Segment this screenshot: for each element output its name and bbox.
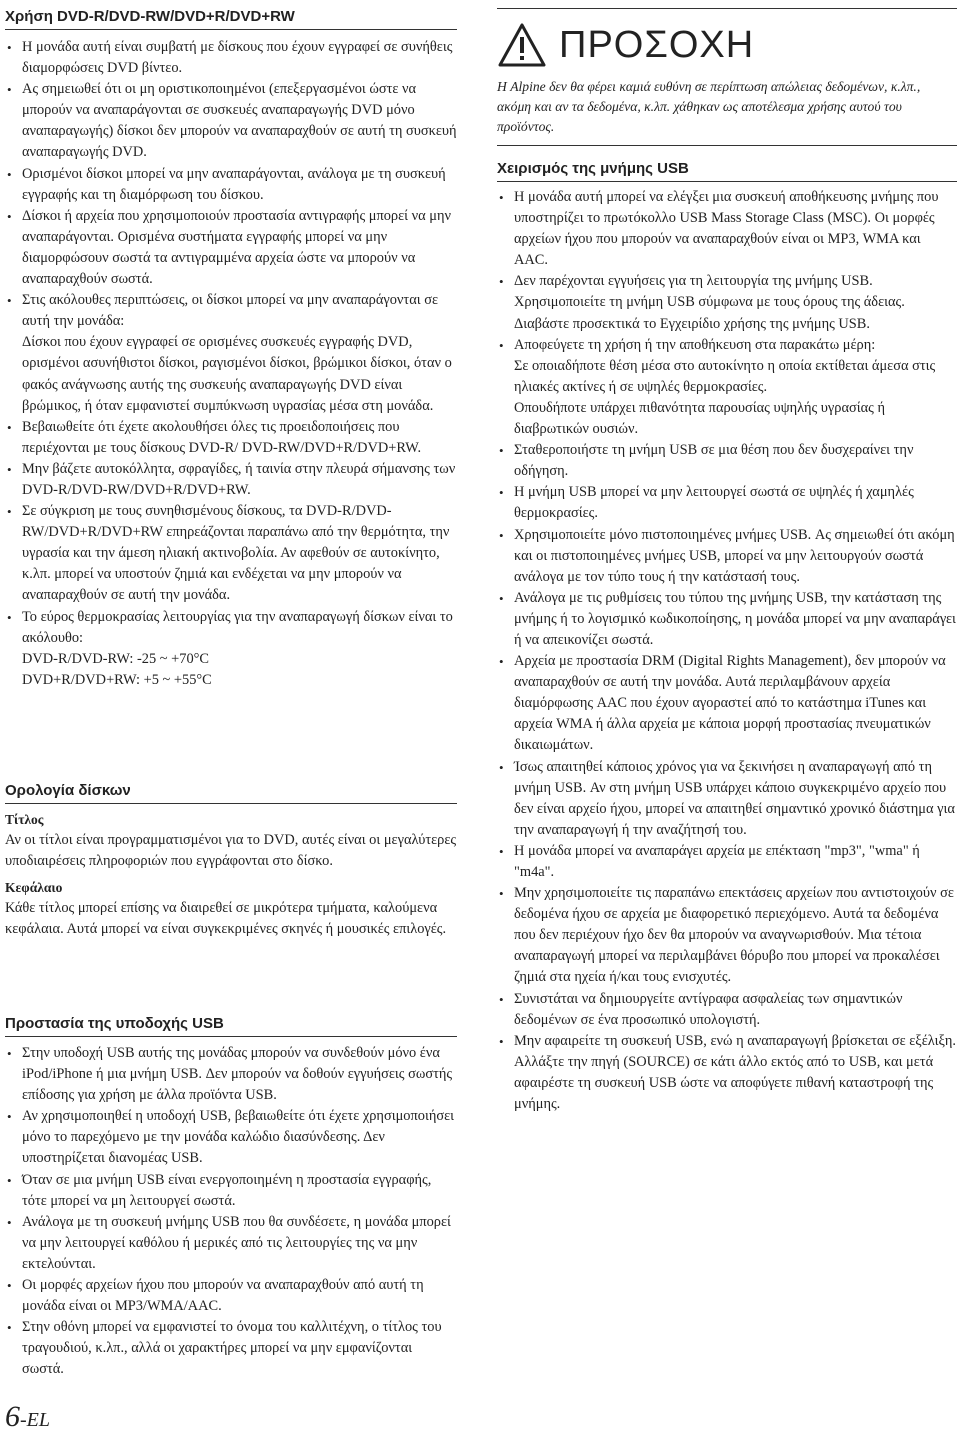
list-item-text: • Οι μορφές αρχείων ήχου που μπορούν να αναπαραχθούν από αυτή τη μονάδα είναι οι MP3/WMA/AAC. xyxy=(22,1277,424,1315)
list-item-text: • Όταν σε μια μνήμη USB είναι ενεργοποιημένη η προστασία εγγραφής, τότε μπορεί να μη λειτουργεί σωστά. xyxy=(22,1171,432,1209)
list-item-text: Σε οποιαδήποτε θέση μέσα στο αυτοκίνητο η οποία εκτίθεται άμεσα στις ηλιακές ακτίνες ή σε υψηλές θερμοκρασίες. xyxy=(514,357,936,395)
list-item-text: • Ανάλογα με τη συσκευή μνήμης USB που θα συνδέσετε, η μονάδα μπορεί να μην λειτουργεί καθόλου ή μερικές από τις λειτουργίες της να μην εκτελούνται. xyxy=(22,1213,451,1272)
list-item xyxy=(497,1031,957,1115)
list-item xyxy=(5,290,457,417)
list-item-text: • Ίσως απαιτηθεί κάποιος χρόνος για να ξεκινήσει η αναπαραγωγή από τη μνήμη USB. Αν στη μνήμη USB υπάρχει κάποιο συγκεκριμένο αρχείο που δεν είναι αρχείο ήχου, μπορεί να απαιτηθεί σημαντικό χρονικό διάστημα για την αναπαραγωγή ή την αναζήτησή του. xyxy=(514,758,955,838)
list-item-text: • Αρχεία με προστασία DRM (Digital Rights Management), δεν μπορούν να αναπαραχθούν σε αυτή την μονάδα. Αυτά περιλαμβάνουν αρχεία διαμόρφωσης AAC που έχουν αγοραστεί από το κατάστημα iTunes και αρχεία WMA ή άλλα αρχεία με κάποια μορφή προστασίας πνευματικών δικαιωμάτων. xyxy=(514,653,946,754)
list-item xyxy=(497,588,957,651)
section-heading-dvd-usage: Χρήση DVD-R/DVD-RW/DVD+R/DVD+RW xyxy=(5,8,457,30)
list-item xyxy=(5,1275,457,1317)
list-item xyxy=(5,1212,457,1275)
page-number-suffix: -EL xyxy=(20,1409,50,1431)
list-item xyxy=(5,459,457,501)
list-item-text: • Δίσκοι ή αρχεία που χρησιμοποιούν προστασία αντιγραφής μπορεί να μην αναπαράγονται. Ορισμένα συστήματα εγγραφής μπορεί να μην διαμορφώσουν σωστά τα αντιγραμμένα αρχεία ώστε να μπορούν να αναπαραχθούν σωστά. xyxy=(22,207,451,288)
list-item-text: • Σταθεροποιήστε τη μνήμη USB σε μια θέση που δεν δυσχεραίνει την οδήγηση. xyxy=(514,442,914,480)
caution-box xyxy=(497,8,957,146)
list-item-text: • Δεν παρέχονται εγγυήσεις για τη λειτουργία της μνήμης USB. Χρησιμοποιείτε τη μνήμη USB σύμφωνα με τους όρους της άδειας. Διαβάστε προσεκτικά το Εγχειρίδιο χρήσης της μνήμης USB. xyxy=(514,273,905,332)
list-item-text: • Στην υποδοχή USB αυτής της μονάδας μπορούν να συνδεθούν μόνο ένα iPod/iPhone ή μια μνήμη USB. Δεν μπορούν να δοθούν εγγυήσεις σωστής επίδοσης για χρήση με άλλα προϊόντα USB. xyxy=(22,1045,453,1104)
list-item-text: • Ας σημειωθεί ότι οι μη οριστικοποιημένοι (επεξεργασμένοι ώστε να μπορούν να αναπαράγονται σε συσκευές αναπαραγωγής DVD μόνο αναπαραγωγής) δίσκοι δεν μπορούν να αναπαραχθούν σε αυτή τη συσκευή αναπαραγωγής DVD. xyxy=(22,81,457,161)
list-item-text: DVD-R/DVD-RW: -25 ~ +70°C xyxy=(22,650,210,667)
list-item xyxy=(497,187,957,271)
list-item xyxy=(5,1106,457,1169)
dvd-usage-list xyxy=(5,37,457,691)
subheading-chapter: Κεφάλαιο xyxy=(5,880,63,896)
list-item xyxy=(497,525,957,588)
section-dvd-usage xyxy=(5,8,457,691)
section-heading-usb-handling: Χειρισμός της μνήμης USB xyxy=(497,160,957,182)
section-usb-handling xyxy=(497,160,957,1115)
usb-handling-list xyxy=(497,187,957,1115)
list-item-text: • Βεβαιωθείτε ότι έχετε ακολουθήσει όλες τις προειδοποιήσεις που περιέχονται με τους δίσκους DVD-R/ DVD-RW/DVD+R/DVD+RW. xyxy=(22,418,422,456)
list-item-text: • Χρησιμοποιείτε μόνο πιστοποιημένες μνήμες USB. Ας σημειωθεί ότι ακόμη και οι πιστοποιημένες μνήμες USB, μπορεί να μην λειτουργούν σωστά ανάλογα με τον τύπο τους ή την κατάστασή τους. xyxy=(514,526,955,585)
list-item-text: • Στην οθόνη μπορεί να εμφανιστεί το όνομα του καλλιτέχνη, ο τίτλος του τραγουδιού, κ.λπ., αλλά οι χαρακτήρες μπορεί να μην εμφανίζονται σωστά. xyxy=(22,1319,442,1378)
paragraph-chapter-definition: Κάθε τίτλος μπορεί επίσης να διαιρεθεί σε μικρότερα τμήματα, καλούμενα κεφάλαια. Αυτά μπορεί να είναι συγκεκριμένες σκηνές ή μουσικές επιλογές. xyxy=(5,900,447,938)
caution-title-row xyxy=(497,15,957,75)
list-item-text: • Στις ακόλουθες περιπτώσεις, οι δίσκοι μπορεί να μην αναπαράγονται σε αυτή την μονάδα: xyxy=(22,292,439,330)
list-item xyxy=(5,79,457,163)
list-item xyxy=(5,501,457,606)
list-item-text: • Ορισμένοι δίσκοι μπορεί να μην αναπαράγονται, ανάλογα με τη συσκευή εγγραφής και τη διαμόρφωση του δίσκου. xyxy=(22,165,446,203)
list-item-text: Δίσκοι που έχουν εγγραφεί σε ορισμένες συσκευές εγγραφής DVD, ορισμένοι ασυνήθιστοι δίσκοι, ραγισμένοι δίσκοι, βρώμικοι δίσκοι, όταν ο φακός ανάγνωσης αυτής της συσκευής αναπαραγωγής DVD είναι βρώμικος, ή όταν εμφανιστεί συμπύκνωση υγρασίας μέσα στη μονάδα. xyxy=(22,334,452,414)
list-item xyxy=(497,757,957,841)
page-number xyxy=(5,1400,50,1434)
list-item-text: • Το εύρος θερμοκρασίας λειτουργίας για την αναπαραγωγή δίσκων είναι το ακόλουθο: xyxy=(22,608,453,646)
section-heading-usb-protection: Προστασία της υποδοχής USB xyxy=(5,1015,457,1037)
paragraph-title-definition: Αν οι τίτλοι είναι προγραμματισμένοι για το DVD, αυτές είναι οι μεγαλύτερες υποδιαιρέσεις πληροφοριών που εγγράφονται στο δίσκο. xyxy=(5,832,457,870)
warning-triangle-icon xyxy=(497,22,547,68)
list-item xyxy=(497,482,957,524)
list-item xyxy=(5,164,457,206)
list-item xyxy=(497,989,957,1031)
list-item-text: • Η μονάδα αυτή είναι συμβατή με δίσκους που έχουν εγγραφεί σε συνήθεις διαμορφώσεις DVD βίντεο. xyxy=(22,39,453,77)
list-item-text: • Μην βάζετε αυτοκόλλητα, σφραγίδες, ή ταινία στην πλευρά σήμανσης των DVD-R/DVD-RW/DVD+R/DVD+RW. xyxy=(22,460,456,498)
page-number-value: 6 xyxy=(5,1400,20,1433)
list-item xyxy=(5,1043,457,1106)
usb-protection-list xyxy=(5,1043,457,1381)
list-item xyxy=(497,841,957,883)
list-item-text: • Συνιστάται να δημιουργείτε αντίγραφα ασφαλείας των σημαντικών δεδομένων σε ένα προσωπικό υπολογιστή. xyxy=(514,990,903,1028)
list-item-text: • Η μνήμη USB μπορεί να μην λειτουργεί σωστά σε υψηλές ή χαμηλές θερμοκρασίες. xyxy=(514,484,914,522)
subheading-title: Τίτλος xyxy=(5,812,44,827)
list-item xyxy=(497,271,957,334)
list-item-text: • Ανάλογα με τις ρυθμίσεις του τύπου της μνήμης USB, την κατάσταση της μνήμης ή το λογισμικό κωδικοποίησης, η μονάδα μπορεί να μην αναπαράγει ή να απεικονίζει σωστά. xyxy=(514,589,956,648)
list-item xyxy=(497,883,957,988)
list-item xyxy=(5,206,457,290)
list-item-text: • Η μονάδα αυτή μπορεί να ελέγξει μια συσκευή αποθήκευσης μνήμης που υποστηρίζει το πρωτόκολλο USB Mass Storage Class (MSC). Οι μορφές αρχείων ήχου που μπορούν να αναπαραχθούν είναι οι MP3, WMA και AAC. xyxy=(514,189,939,269)
list-item xyxy=(5,37,457,79)
list-item xyxy=(5,1317,457,1380)
list-item xyxy=(497,440,957,482)
list-item-text: • Η μονάδα μπορεί να αναπαράγει αρχεία με επέκταση "mp3", "wma" ή "m4a". xyxy=(514,842,920,880)
section-disc-terminology xyxy=(5,782,457,940)
list-item xyxy=(497,335,957,440)
list-item-text: • Αν χρησιμοποιηθεί η υποδοχή USB, βεβαιωθείτε ότι έχετε χρησιμοποιήσει μόνο το παρεχόμενο με την μονάδα καλώδιο διασύνδεσης. Δεν υποστηρίζεται διανομέας USB. xyxy=(22,1108,455,1167)
list-item xyxy=(5,607,457,691)
list-item xyxy=(497,651,957,756)
section-heading-disc-terminology: Ορολογία δίσκων xyxy=(5,782,457,804)
list-item-text: • Μην αφαιρείτε τη συσκευή USB, ενώ η αναπαραγωγή βρίσκεται σε εξέλιξη. Αλλάξτε την πηγή (SOURCE) σε κάτι άλλο εκτός από το USB, και μετά αφαιρέστε τη συσκευή USB ώστε να αποφύγετε πιθανή καταστροφή της μνήμης. xyxy=(514,1032,956,1113)
caution-title: ΠΡΟΣΟΧΗ xyxy=(559,23,755,66)
section-usb-protection xyxy=(5,1015,457,1381)
list-item-text: Οπουδήποτε υπάρχει πιθανότητα παρουσίας υψηλής υγρασίας ή διαβρωτικών ουσιών. xyxy=(514,399,885,438)
caution-text: Η Alpine δεν θα φέρει καμιά ευθύνη σε περίπτωση απώλειας δεδομένων, κ.λπ., ακόμη και αν τα δεδομένα, κ.λπ. χάθηκαν ως αποτέλεσμα χρήσης αυτού του προϊόντος. xyxy=(497,79,921,134)
list-item-text: • Μην χρησιμοποιείτε τις παραπάνω επεκτάσεις αρχείων που αντιστοιχούν σε δεδομένα ήχου σε αρχεία με διαφορετικό περιεχόμενο. Αυτά τα δεδομένα που δεν περιέχουν ήχο δεν θα μπορούν να αναγνωρισθούν. Μια τέτοια αναπαραγωγή μπορεί να περιλαμβάνει θόρυβο που μπορεί να προκαλέσει ζημιά στα ηχεία ή/και τους ενισχυτές. xyxy=(514,885,954,986)
list-item xyxy=(5,1170,457,1212)
list-item-text: • Αποφεύγετε τη χρήση ή την αποθήκευση στα παρακάτω μέρη: xyxy=(514,336,876,353)
list-item xyxy=(5,417,457,459)
list-item-text: • Σε σύγκριση με τους συνηθισμένους δίσκους, τα DVD-R/DVD-RW/DVD+R/DVD+RW επηρεάζονται παραπάνω από την θερμότητα, την υγρασία και την άμεση ηλιακή ακτινοβολία. Αν αφεθούν σε αυτοκίνητο, κ.λπ. μπορεί να υποστούν ζημιά και ενδέχεται να μην μπορούν να αναπαραχθούν σε αυτή την μονάδα. xyxy=(22,503,450,604)
list-item-text: DVD+R/DVD+RW: +5 ~ +55°C xyxy=(22,671,212,688)
